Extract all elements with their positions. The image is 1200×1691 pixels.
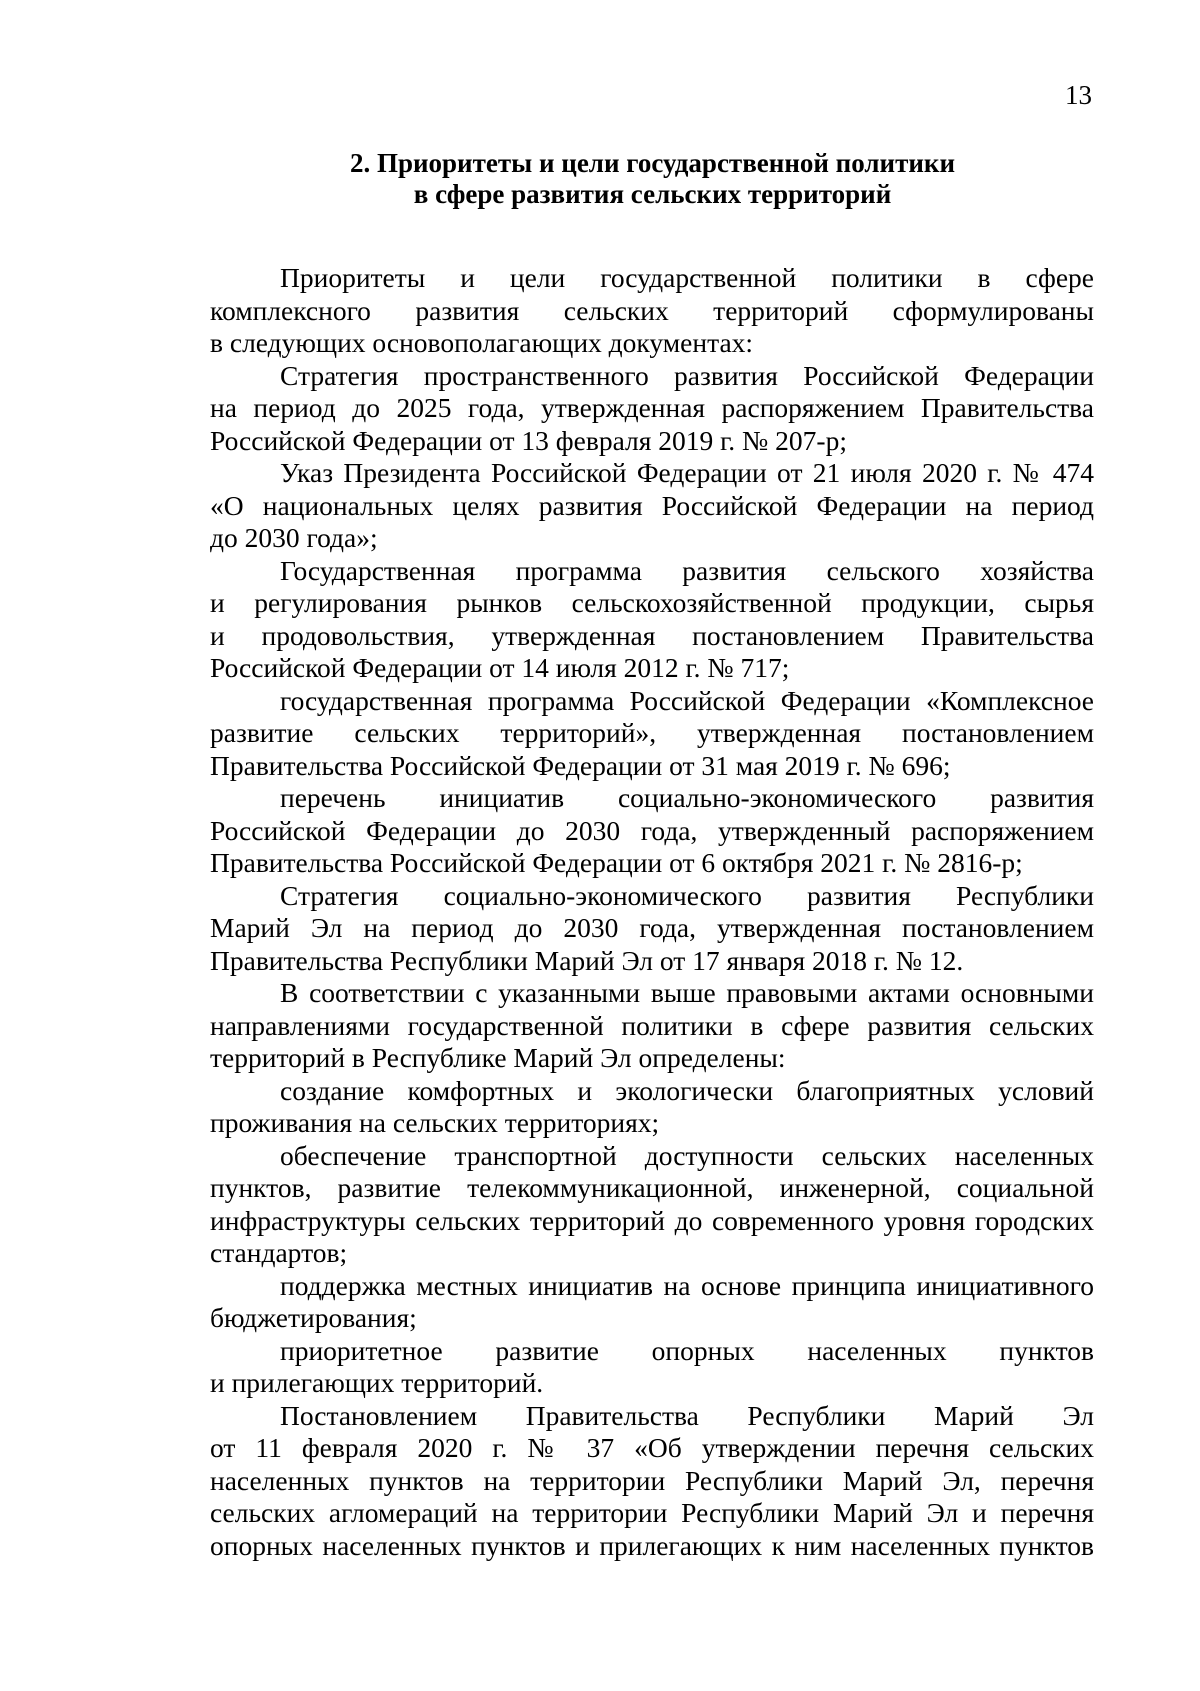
paragraph-line: «О национальных целях развития Российской Федерации на период [210, 489, 1094, 521]
paragraph-line: Указ Президента Российской Федерации от 21 июля 2020 г. № 474 [280, 457, 1094, 488]
paragraph-line: населенных пунктов на территории Республики Марий Эл, перечня [210, 1464, 1094, 1496]
paragraph-line: стандартов; [210, 1237, 348, 1268]
paragraph-line: Правительства Республики Марий Эл от 17 января 2018 г. № 12. [210, 944, 964, 976]
paragraph-line: Правительства Российской Федерации от 6 октября 2021 г. № 2816-р; [210, 847, 1023, 878]
paragraph-line: направлениями государственной политики в сфере развития сельских [210, 1009, 1094, 1041]
paragraph [210, 1400, 1094, 1563]
paragraph [210, 1270, 1094, 1335]
paragraph-line: Стратегия социально-экономического развития Республики [280, 879, 1094, 911]
paragraph [210, 555, 1094, 685]
paragraph-line: в следующих основополагающих документах: [210, 327, 754, 358]
paragraph-line: и прилегающих территорий. [210, 1367, 544, 1398]
page-number: 13 [1065, 80, 1092, 110]
paragraph-line: на период до 2025 года, утвержденная распоряжением Правительства [210, 392, 1094, 423]
document-body [210, 262, 1094, 1562]
paragraph-line: Правительства Российской Федерации от 31 мая 2019 г. № 696; [210, 749, 951, 781]
paragraph [210, 977, 1094, 1075]
paragraph [210, 457, 1094, 555]
paragraph-line: государственная программа Российской Федерации «Комплексное [280, 684, 1094, 716]
paragraph-line: В соответствии с указанными выше правовыми актами основными [280, 977, 1094, 1008]
paragraph-line: развитие сельских территорий», утвержденная постановлением [210, 717, 1094, 748]
paragraph-line: Российской Федерации от 14 июля 2012 г. № 717; [210, 652, 790, 683]
paragraph [210, 685, 1094, 783]
section-heading-line-2: в сфере развития сельских территорий [413, 179, 892, 209]
paragraph-line: обеспечение транспортной доступности сельских населенных [280, 1139, 1094, 1171]
paragraph-line: создание комфортных и экологически благоприятных условий [280, 1074, 1094, 1106]
paragraph-line: пунктов, развитие телекоммуникационной, инженерной, социальной [210, 1172, 1094, 1203]
paragraph-line: до 2030 года»; [210, 522, 378, 553]
paragraph-line: Государственная программа развития сельского хозяйства [280, 554, 1094, 586]
paragraph-line: и продовольствия, утвержденная постановлением Правительства [210, 619, 1094, 651]
section-heading-line-1: 2. Приоритеты и цели государственной политики [349, 148, 956, 178]
paragraph [210, 262, 1094, 360]
paragraph-line: проживания на сельских территориях; [210, 1107, 660, 1138]
section-heading [210, 148, 1095, 210]
paragraph-line: приоритетное развитие опорных населенных пунктов [280, 1334, 1094, 1366]
paragraph-line: опорных населенных пунктов и прилегающих к ним населенных пунктов [210, 1529, 1094, 1561]
paragraph-line: Российской Федерации от 13 февраля 2019 г. № 207-р; [210, 424, 847, 456]
paragraph [210, 1335, 1094, 1400]
paragraph [210, 1075, 1094, 1140]
paragraph-line: комплексного развития сельских территорий сформулированы [210, 294, 1094, 326]
paragraph-line: инфраструктуры сельских территорий до современного уровня городских [210, 1204, 1094, 1236]
paragraph-line: Постановлением Правительства Республики Марий Эл [280, 1399, 1094, 1431]
paragraph-line: Марий Эл на период до 2030 года, утвержденная постановлением [210, 912, 1094, 943]
paragraph-line: Стратегия пространственного развития Российской Федерации [280, 359, 1094, 391]
paragraph-line: Российской Федерации до 2030 года, утвержденный распоряжением [210, 814, 1094, 846]
paragraph [210, 360, 1094, 458]
paragraph-line: бюджетирования; [210, 1302, 417, 1333]
paragraph [210, 782, 1094, 880]
paragraph-line: сельских агломераций на территории Республики Марий Эл и перечня [210, 1497, 1094, 1528]
paragraph-line: и регулирования рынков сельскохозяйственной продукции, сырья [210, 587, 1094, 618]
paragraph-line: перечень инициатив социально-экономического развития [280, 782, 1094, 813]
paragraph-line: от 11 февраля 2020 г. № 37 «Об утверждении перечня сельских [210, 1432, 1094, 1463]
paragraph-line: поддержка местных инициатив на основе принципа инициативного [280, 1269, 1094, 1301]
paragraph [210, 880, 1094, 978]
paragraph [210, 1140, 1094, 1270]
paragraph-line: территорий в Республике Марий Эл определены: [210, 1042, 786, 1073]
paragraph-line: Приоритеты и цели государственной политики в сфере [280, 262, 1094, 293]
